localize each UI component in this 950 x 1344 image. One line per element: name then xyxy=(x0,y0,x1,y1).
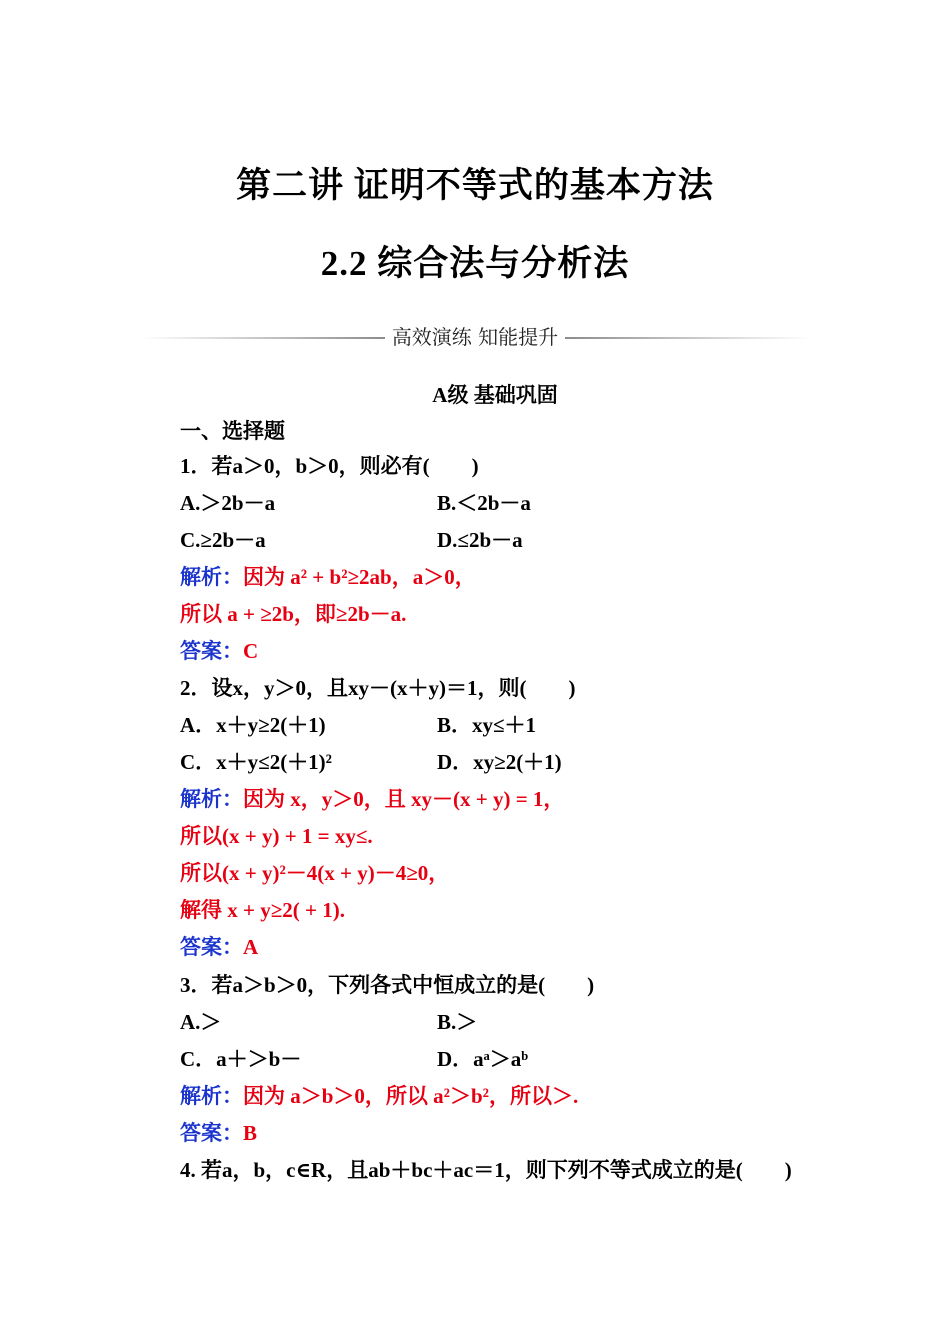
banner-text: 高效演练 知能提升 xyxy=(391,325,559,349)
answer-label: 答案： xyxy=(180,935,243,959)
q2-option-c: C．x＋y≤2(＋1)² xyxy=(180,750,332,774)
q3-option-d: D．aᵃ＞aᵇ xyxy=(437,1047,529,1071)
q1-answer xyxy=(180,636,258,666)
q2-option-d: D．xy≥2(＋1) xyxy=(437,750,562,774)
q3-answer xyxy=(180,1118,257,1148)
page-title: 第二讲 证明不等式的基本方法 xyxy=(236,166,714,205)
q2-analysis-line1 xyxy=(180,784,564,814)
q1-option-d: D.≤2b－a xyxy=(437,528,523,552)
q2-answer xyxy=(180,932,258,962)
q3-option-a: A.＞ xyxy=(180,1010,222,1034)
level-heading: A级 基础巩固 xyxy=(432,383,558,407)
q2-answer-value: A xyxy=(243,935,259,959)
q3-analysis-line1 xyxy=(180,1081,578,1111)
q2-analysis-line2: 所以(x + y) + 1 = xy≤. xyxy=(180,824,373,848)
answer-label: 答案： xyxy=(180,639,243,663)
section-title: 2.2 综合法与分析法 xyxy=(320,244,630,283)
q3-answer-value: B xyxy=(243,1121,258,1145)
q2-analysis-line3: 所以(x + y)²－4(x + y)－4≥0， xyxy=(180,861,450,885)
analysis-label: 解析： xyxy=(180,565,243,589)
answer-label: 答案： xyxy=(180,1121,243,1145)
analysis-label: 解析： xyxy=(180,1084,243,1108)
q1-option-c: C.≥2b－a xyxy=(180,528,266,552)
q1-analysis-text1: 因为 a² + b²≥2ab，a＞0， xyxy=(243,565,476,589)
q2-option-b: B．xy≤＋1 xyxy=(437,713,537,737)
q1-option-a: A.＞2b－a xyxy=(180,491,276,515)
q2-analysis-text1: 因为 x，y＞0，且 xy－(x + y) = 1， xyxy=(243,787,565,811)
q4-stem: 4. 若a，b，c∈R，且ab＋bc＋ac＝1，则下列不等式成立的是( ) xyxy=(180,1158,792,1182)
q3-analysis-text1: 因为 a＞b＞0，所以 a²＞b²，所以＞. xyxy=(243,1084,579,1108)
q3-option-c: C．a＋＞b－ xyxy=(180,1047,302,1071)
banner xyxy=(140,322,810,352)
q2-analysis-line4: 解得 x + y≥2( + 1). xyxy=(180,898,345,922)
banner-rule-right xyxy=(565,337,810,339)
q1-option-b: B.＜2b－a xyxy=(437,491,531,515)
analysis-label: 解析： xyxy=(180,787,243,811)
q3-stem: 3．若a＞b＞0，下列各式中恒成立的是( ) xyxy=(180,973,595,997)
q1-stem: 1．若a＞0，b＞0，则必有( ) xyxy=(180,454,479,478)
q1-answer-value: C xyxy=(243,639,259,663)
section-heading: 一、选择题 xyxy=(180,419,285,443)
q1-analysis-line1 xyxy=(180,562,476,592)
q2-option-a: A．x＋y≥2(＋1) xyxy=(180,713,326,737)
q3-option-b: B.＞ xyxy=(437,1010,478,1034)
q1-analysis-line2: 所以 a + ≥2b，即≥2b－a. xyxy=(180,602,407,626)
q2-stem: 2．设x，y＞0，且xy－(x＋y)＝1，则( ) xyxy=(180,676,576,700)
